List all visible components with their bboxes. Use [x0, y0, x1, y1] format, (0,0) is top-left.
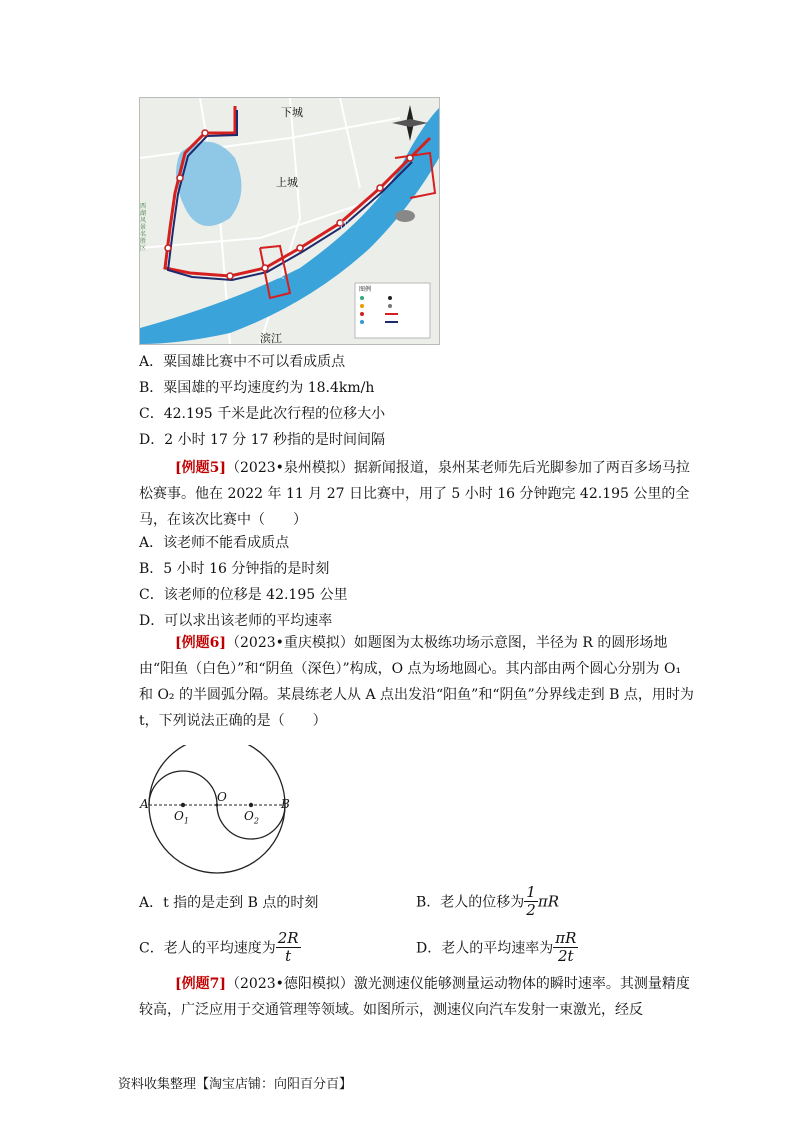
q4-option-d: D．2 小时 17 分 17 秒指的是时间间隔 [139, 432, 386, 448]
q4-option-b: B．粟国雄的平均速度约为 18.4km/h [139, 380, 375, 396]
example7-tag: [例题7] [175, 976, 226, 992]
q4-option-a: A．粟国雄比赛中不可以看成质点 [139, 354, 346, 370]
example5-text: （2023•泉州模拟）据新闻报道，泉州某老师先后光脚参加了两百多场马拉松赛事。他在 2022 年 11 月 27 日比赛中，用了 5 小时 16 分钟跑完 42.195 公里的全马，在该次比赛中（ ） [139, 460, 690, 528]
q6-option-c: C．老人的平均速度为 $\frac{2R}{t}$ [139, 929, 299, 965]
taiji-label-a: A [140, 797, 149, 811]
q6-option-d: D．老人的平均速率为 $\frac{\pi R}{2t}$ [416, 929, 577, 965]
stadium-icon [395, 210, 415, 222]
map-label-river: 钱 [275, 271, 285, 281]
q5-option-d: D．可以求出该老师的平均速率 [139, 613, 333, 629]
route-map-graphic [140, 98, 439, 344]
taiji-label-o2: $O_2$ [244, 809, 259, 826]
q6-option-b: B．老人的位移为 $\frac{1}{2}$ πR [416, 883, 559, 919]
map-label-xiacheng: 下城 [281, 106, 303, 119]
example5-tag: [例题5] [175, 460, 226, 476]
example6-stem [139, 630, 699, 734]
example6-text: （2023•重庆模拟）如题图为太极练功场示意图，半径为 R 的圆形场地由“阳鱼（白色）”和“阴鱼（深色）”构成，O 点为场地圆心。其内部由两个圆心分别为 O₁ 和 O₂ 的半圆弧分隔。某晨练老人从 A 点出发沿“阳鱼”和“阴鱼”分界线走到 B 点，用时为 t，下列说法正确的是（ ） [139, 635, 694, 729]
example5-stem [139, 455, 699, 533]
map-legend-title: 图例 [359, 286, 372, 293]
taiji-diagram [140, 745, 300, 875]
taiji-graphic [140, 745, 300, 875]
map-label-river2: 江 [340, 221, 350, 231]
q5-option-a: A．该老师不能看成质点 [139, 535, 290, 551]
example6-tag: [例题6] [175, 635, 226, 651]
q4-option-c: C．42.195 千米是此次行程的位移大小 [139, 406, 386, 422]
taiji-label-b: B [281, 797, 290, 811]
page-footer: 资料收集整理【淘宝店铺：向阳百分百】 [118, 1077, 353, 1092]
map-label-shangcheng: 上城 [276, 176, 298, 189]
marathon-route-map [139, 97, 440, 345]
q5-option-c: C．该老师的位移是 42.195 公里 [139, 587, 348, 603]
q6-option-a: A．t 指的是走到 B 点的时刻 [139, 895, 319, 911]
taiji-label-o1: $O_1$ [174, 809, 189, 826]
example7-stem [139, 971, 699, 1023]
example7-text: （2023•德阳模拟）激光测速仪能够测量运动物体的瞬时速率。其测量精度较高，广泛应用于交通管理等领域。如图所示，测速仪向汽车发射一束激光，经反 [139, 976, 690, 1018]
q5-option-b: B．5 小时 16 分钟指的是时刻 [139, 561, 330, 577]
taiji-label-o: O [217, 790, 227, 804]
map-label-scenic: 西湖风景名胜区 [140, 203, 147, 252]
map-label-binjiang: 滨江 [260, 332, 282, 345]
